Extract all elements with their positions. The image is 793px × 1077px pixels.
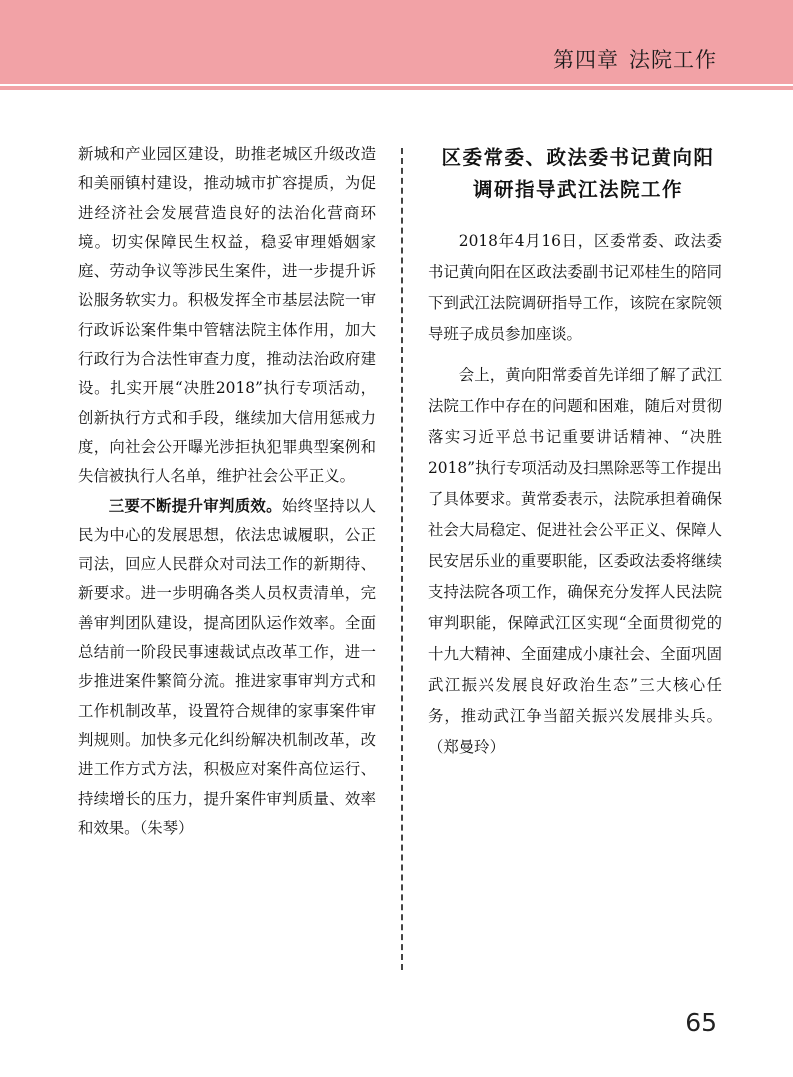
article-title-line-1: 区委常委、政法委书记黄向阳 (441, 146, 715, 169)
paragraph-body: 始终坚持以人民为中心的发展思想，依法忠诚履职，公正司法，回应人民群众对司法工作的新期待、新要求。进一步明确各类人员权责清单，完善审判团队建设，提高团队运作效率。全面总结前一阶段民事速裁试点改革工作，进一步推进案件繁简分流。推进家事审判方式和工作机制改革，设置符合规律的家事案件审判规则。加快多元化纠纷解决机制改革，改进工作方式方法，积极应对案件高位运行、持续增长的压力，提升案件审判质量、效率和效果。（朱琴） (78, 496, 376, 837)
article-paragraph-2: 会上，黄向阳常委首先详细了解了武江法院工作中存在的问题和困难，随后对贯彻落实习近平总书记重要讲话精神、“决胜2018”执行专项活动及扫黑除恶等工作提出了具体要求。黄常委表示，法院承担着确保社会大局稳定、促进社会公平正义、保障人民安居乐业的重要职能，区委政法委将继续支持法院各项工作，确保充分发挥人民法院审判职能，保障武江区实现“全面贯彻党的十九大精神、全面建成小康社会、全面巩固武江振兴发展良好政治生态”三大核心任务，推动武江争当韶关振兴发展排头兵。（郑曼玲） (428, 366, 722, 756)
left-column (78, 140, 376, 843)
chapter-title (553, 44, 717, 74)
left-paragraph-quality (78, 492, 376, 844)
page-number: 65 (685, 1008, 717, 1037)
article-paragraph-1: 2018年4月16日，区委常委、政法委书记黄向阳在区政法委副书记邓桂生的陪同下到武江法院调研指导工作，该院在家院领导班子成员参加座谈。 (428, 232, 722, 343)
chapter-section: 法院工作 (629, 48, 717, 72)
paragraph-subheading: 三要不断提升审判质效。 (108, 496, 282, 515)
right-column (428, 226, 722, 763)
paragraph-gap (428, 350, 722, 360)
column-divider (401, 148, 403, 970)
header-rule (0, 86, 793, 90)
chapter-number: 第四章 (553, 48, 619, 72)
left-paragraph-continued: 新城和产业园区建设，助推老城区升级改造和美丽镇村建设，推动城市扩容提质，为促进经济社会发展营造良好的法治化营商环境。切实保障民生权益，稳妥审理婚姻家庭、劳动争议等涉民生案件，进一步提升诉讼服务软实力。积极发挥全市基层法院一审行政诉讼案件集中管辖法院主体作用，加大行政行为合法性审查力度，推动法治政府建设。扎实开展“决胜2018”执行专项活动，创新执行方式和手段，继续加大信用惩戒力度，向社会公开曝光涉拒执犯罪典型案例和失信被执行人名单，维护社会公平正义。 (78, 145, 376, 486)
article-title (428, 142, 728, 206)
article-title-line-2: 调研指导武江法院工作 (472, 178, 683, 201)
